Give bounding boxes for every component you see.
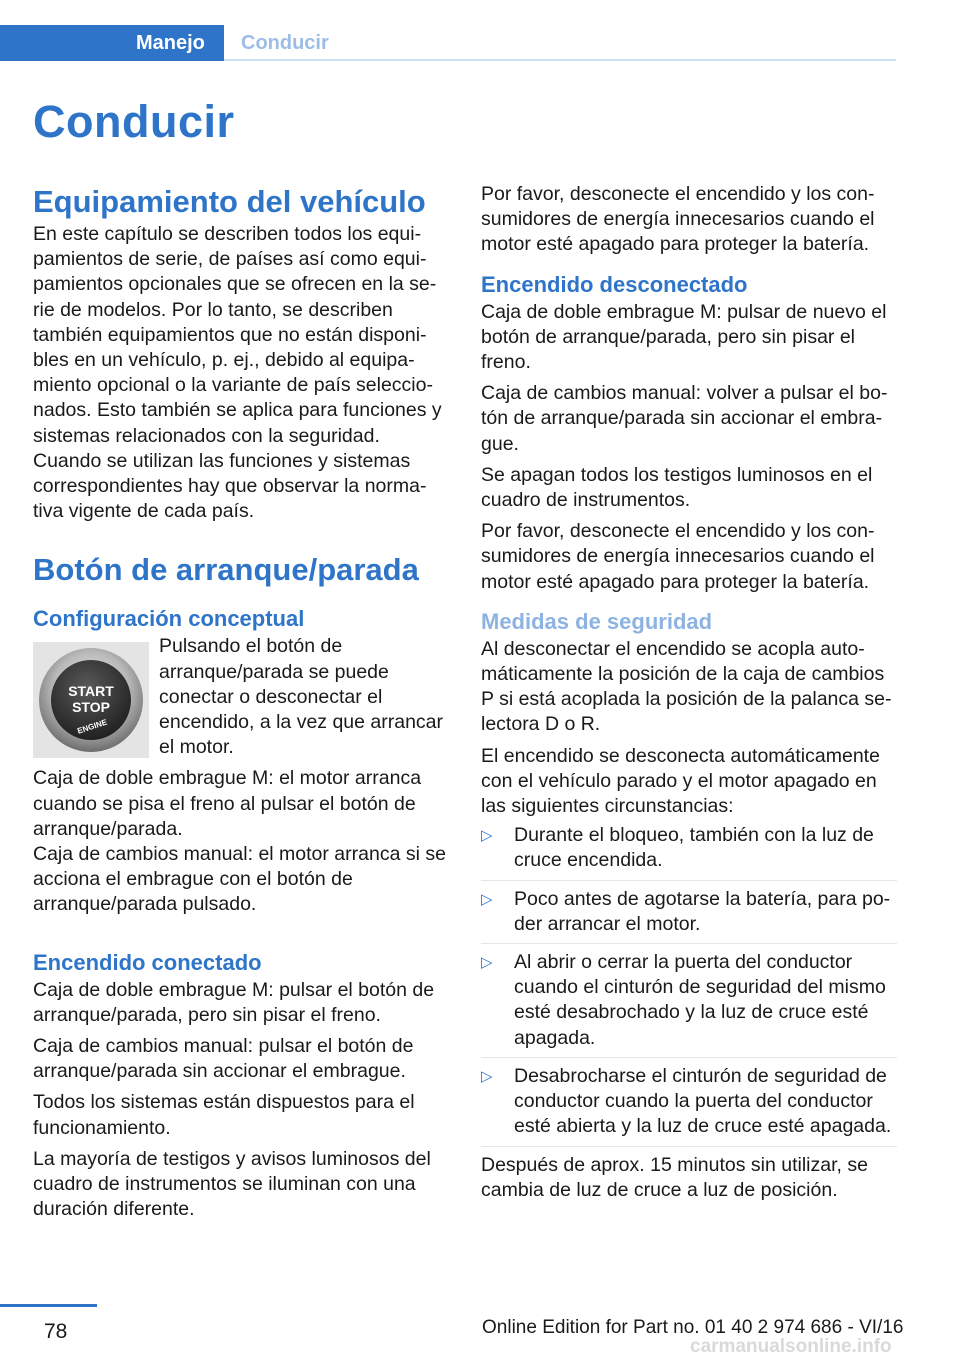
- page-title: Conducir: [33, 96, 235, 147]
- heading-medidas-seguridad: Medidas de seguridad: [481, 608, 713, 634]
- button-text-stop: STOP: [72, 699, 110, 716]
- edition-text: Online Edition for Part no. 01 40 2 974 686 - VI/16: [482, 1317, 904, 1338]
- button-text-engine: ENGINE: [76, 718, 109, 737]
- paragraph-medidas-2: El encendido se desconecta automáticamente con el vehículo parado y el motor apagado en las siguientes circunstancias:: [481, 744, 880, 818]
- list-item: ▷ Al abrir o cerrar la puerta del conductor cuando el cinturón de seguridad del mismo esté desabrochado y la luz de cruce esté apagada.: [481, 950, 897, 1058]
- paragraph-medidas-3: Después de aprox. 15 minutos sin utilizar, se cambia de luz de cruce a luz de posición.: [481, 1153, 868, 1201]
- triangle-right-icon: ▷: [481, 1067, 493, 1085]
- paragraph-desconectado-2: Caja de cambios manual: volver a pulsar el bo‐tón de arranque/parada sin accionar el embra‐gue.: [481, 382, 888, 455]
- button-text-start: START: [68, 683, 114, 700]
- paragraph-conectado-4: La mayoría de testigos y avisos luminosos del cuadro de instrumentos se iluminan con una duración diferente.: [33, 1147, 431, 1221]
- paragraph-desconectado-1: Caja de doble embrague M: pulsar de nuevo el botón de arranque/parada, pero sin pisar el freno.: [481, 300, 887, 374]
- header-rule: [224, 59, 896, 61]
- paragraph-desconectado-3: Se apagan todos los testigos luminosos en el cuadro de instrumentos.: [481, 463, 873, 512]
- list-item: ▷ Durante el bloqueo, también con la luz de cruce encendida.: [481, 823, 897, 880]
- paragraph-config-1: Pulsando el botón de arranque/parada se puede conectar o desconectar el encendido, a la vez que arrancar el motor.: [159, 635, 444, 759]
- paragraph-equipamiento: En este capítulo se describen todos los equi‐pamientos de serie, de países así como equi‐pamientos opcionales que se ofrecen en la se‐rie de modelos. Por lo tanto, se describen también equipamientos que no están disponi‐bles en un vehículo, p. ej., debido al equipa‐miento opcional o la variante de país seleccio‐nados. Esto también se aplica para funciones y sistemas relacionados con la seguridad. Cuando se utilizan las funciones y sistemas correspondientes hay que observar la norma‐tiva vigente de cada país.: [33, 223, 442, 523]
- header-tab-bar: [0, 25, 896, 61]
- paragraph-desconectado-4: Por favor, desconecte el encendido y los con‐sumidores de energía innecesarios cuando el motor esté apagado para proteger la batería.: [481, 520, 875, 593]
- heading-encendido-conectado: Encendido conectado: [33, 949, 262, 975]
- tab-manejo[interactable]: [0, 25, 224, 61]
- triangle-right-icon: ▷: [481, 890, 493, 908]
- heading-boton-arranque: Botón de arranque/parada: [33, 552, 419, 588]
- paragraph-conectado-3: Todos los sistemas están dispuestos para el funcionamiento.: [33, 1091, 415, 1139]
- start-stop-icon: [33, 642, 149, 758]
- tab-conducir[interactable]: Conducir: [241, 32, 329, 54]
- config-block: [33, 634, 449, 842]
- paragraph-conectado-2: Caja de cambios manual: pulsar el botón de arranque/parada sin accionar el embrague.: [33, 1035, 414, 1083]
- list-item: ▷ Desabrocharse el cinturón de seguridad de conductor cuando la puerta del conductor esté abierta y la luz de cruce esté apagada.: [481, 1064, 897, 1147]
- heading-equipamiento: Equipamiento del vehículo: [33, 184, 426, 219]
- paragraph-config-3: Caja de cambios manual: el motor arranca si se acciona el embrague con el botón de arranque/parada pulsado.: [33, 843, 446, 916]
- watermark: carmanualsonline.info: [690, 1336, 892, 1357]
- heading-encendido-desconectado: Encendido desconectado: [481, 271, 748, 297]
- triangle-right-icon: ▷: [481, 954, 493, 972]
- heading-configuracion: Configuración conceptual: [33, 606, 305, 632]
- circumstances-list: [481, 823, 897, 1146]
- paragraph-conectado-1: Caja de doble embrague M: pulsar el botón de arranque/parada, pero sin pisar el freno.: [33, 978, 435, 1026]
- footer-rule: [0, 1304, 97, 1307]
- list-item: ▷ Poco antes de agotarse la batería, para po‐der arrancar el motor.: [481, 887, 897, 944]
- page-number: 78: [44, 1320, 68, 1343]
- start-stop-button-image: [33, 642, 149, 758]
- paragraph-medidas-1: Al desconectar el encendido se acopla auto‐máticamente la posición de la caja de cambios P si está acoplada la posición de la palanca se‐lectora D o R.: [481, 637, 892, 736]
- paragraph-config-2: Caja de doble embrague M: el motor arranca cuando se pisa el freno al pulsar el botón de arranque/parada.: [33, 767, 422, 840]
- tab-manejo-label: Manejo: [136, 32, 205, 54]
- left-column: [33, 182, 449, 1223]
- right-column: [481, 182, 897, 1203]
- triangle-right-icon: ▷: [481, 827, 493, 845]
- paragraph-right-top: Por favor, desconecte el encendido y los con‐sumidores de energía innecesarios cuando el motor esté apagado para proteger la batería.: [481, 183, 875, 256]
